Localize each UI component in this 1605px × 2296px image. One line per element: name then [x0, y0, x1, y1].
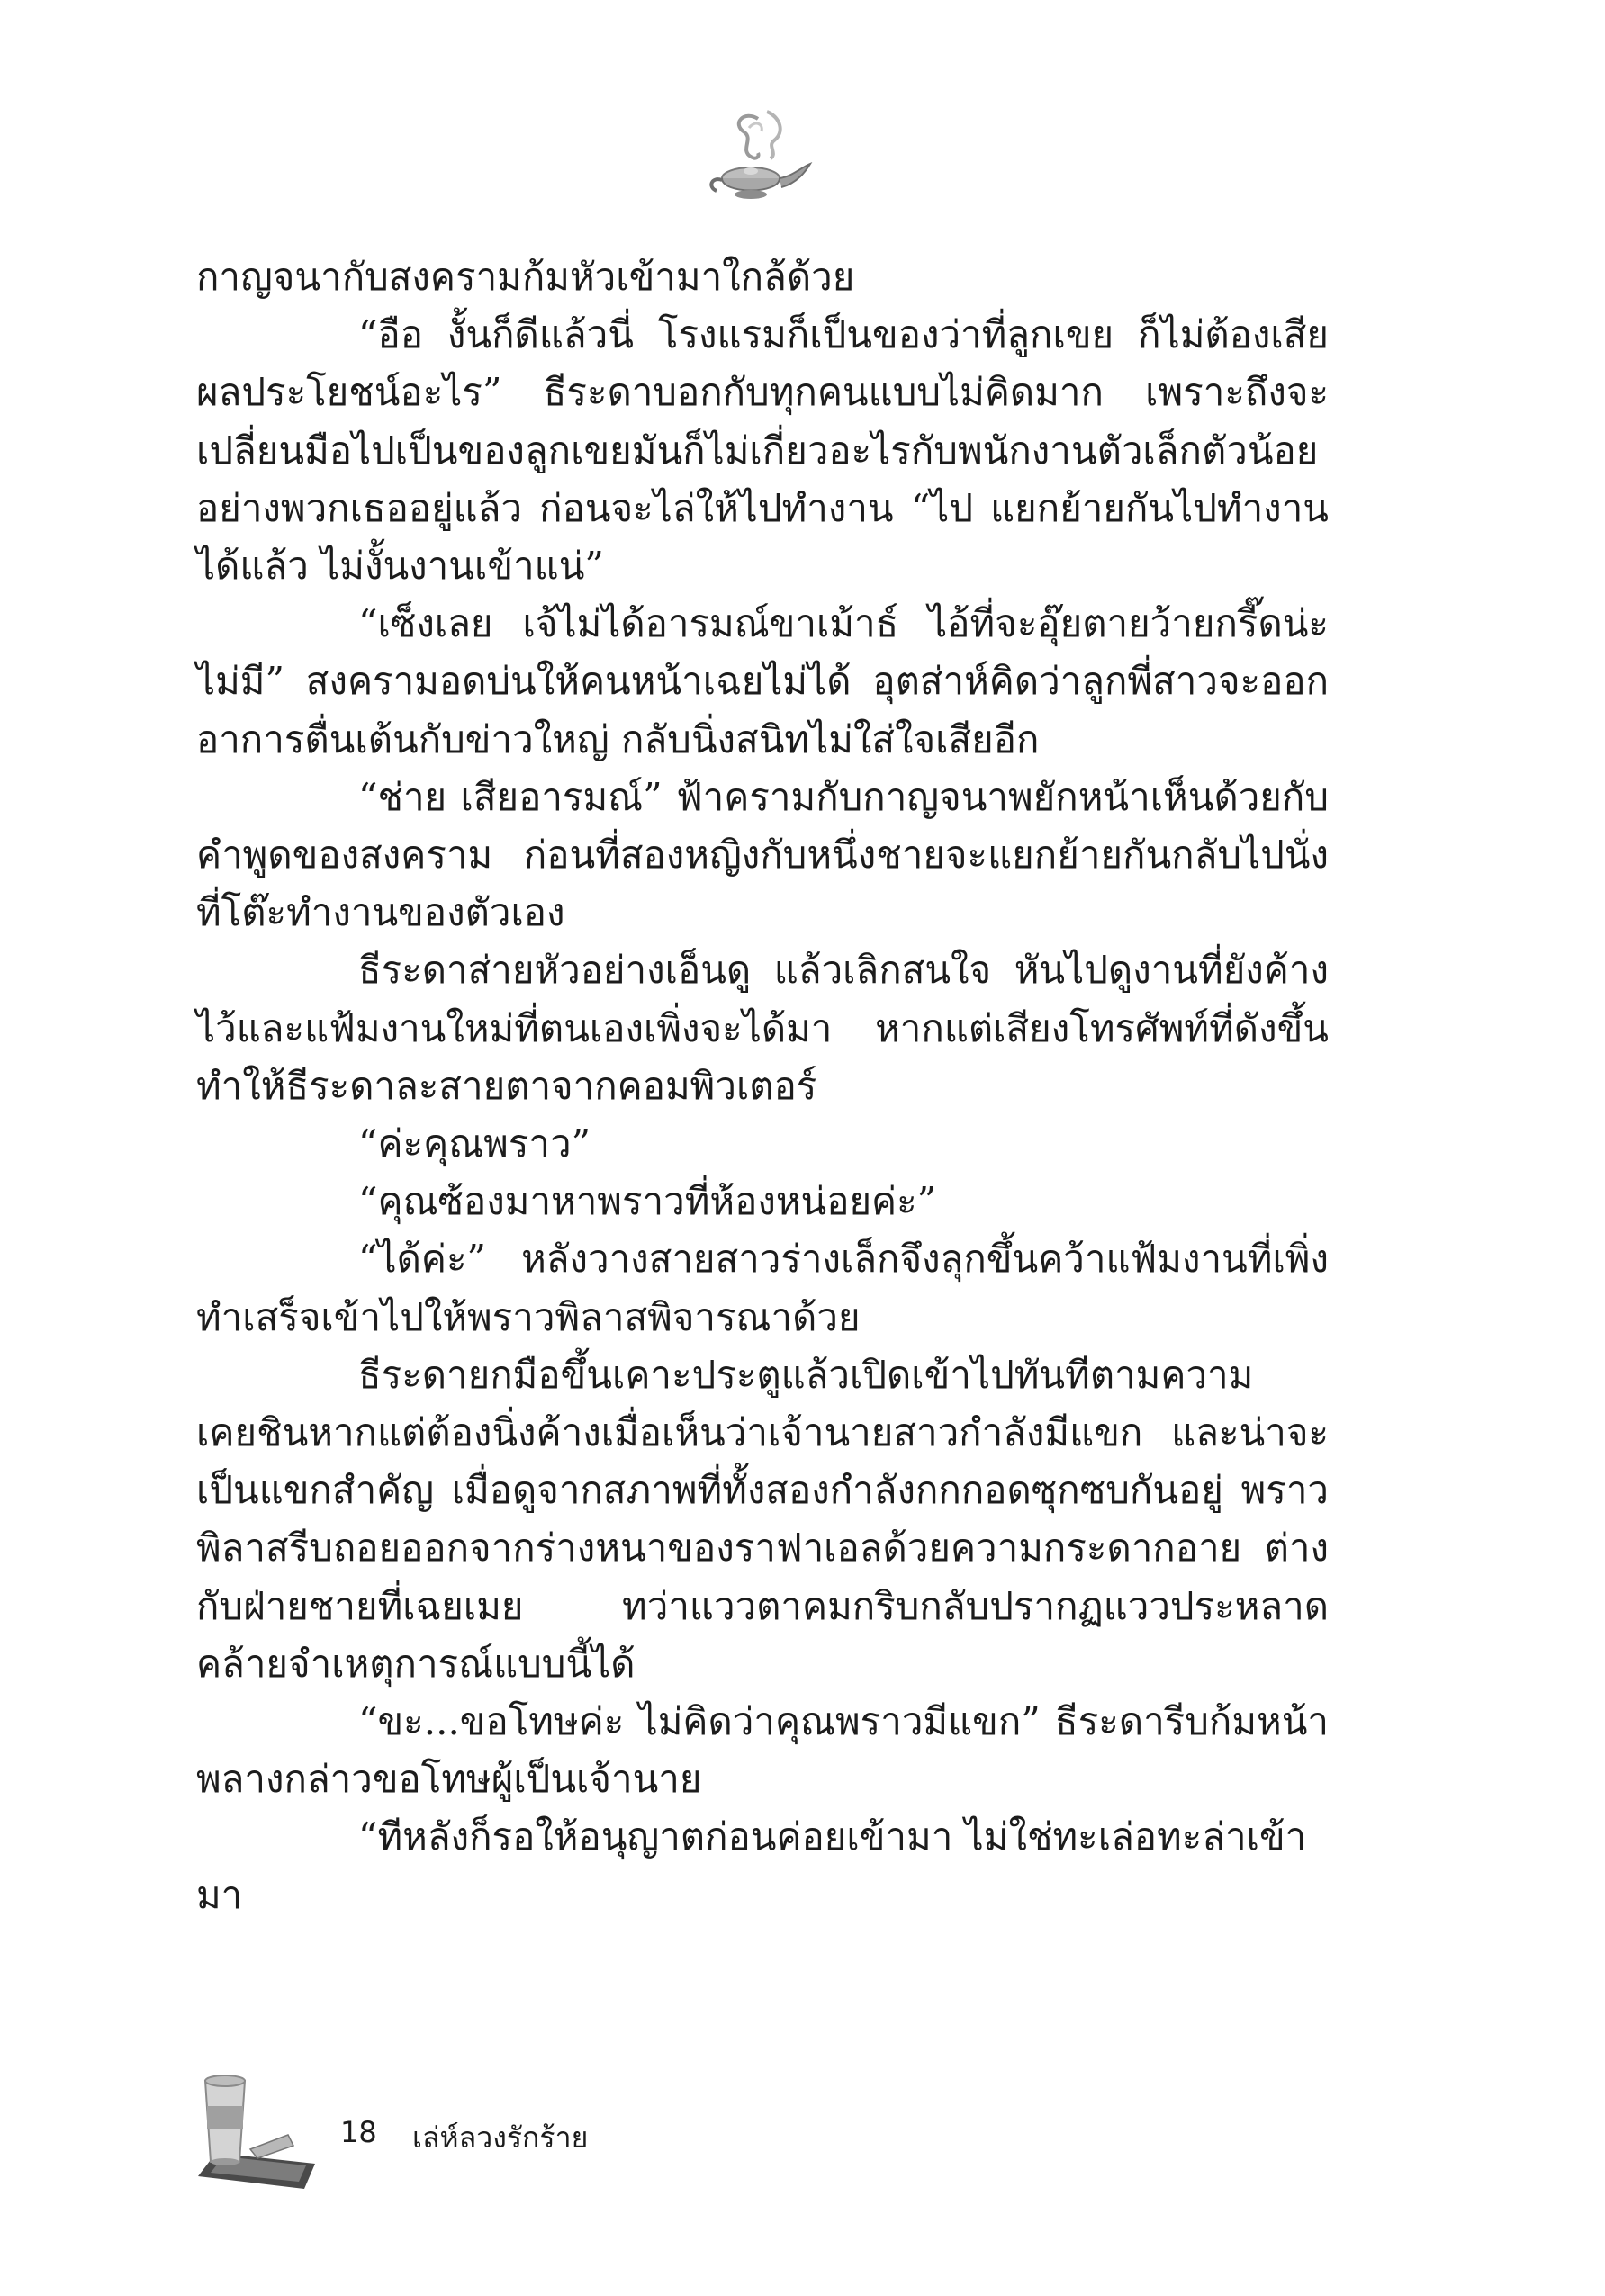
paragraph: “อือ งั้นก็ดีแล้วนี่ โรงแรมก็เป็นของว่าที่ลูกเขย ก็ไม่ต้องเสียผลประโยชน์อะไร” ธีระดาบอกกับทุกคนแบบไม่คิดมาก เพราะถึงจะเปลี่ยนมือไปเป็นของลูกเขยมันก็ไม่เกี่ยวอะไรกับพนักงานตัวเล็กตัวน้อยอย่างพวกเธออยู่แล้ว ก่อนจะไล่ให้ไปทำงาน “ไป แยกย้ายกันไปทำงานได้แล้ว ไม่งั้นงานเข้าแน่” — [196, 312, 1329, 589]
paragraph: “เซ็งเลย เจ้ไม่ได้อารมณ์ขาเม้าธ์ ไอ้ที่จะอุ๊ยตายว้ายกรี๊ดน่ะไม่มี” สงครามอดบ่นให้คนหน้าเฉยไม่ได้ อุตส่าห์คิดว่าลูกพี่สาวจะออกอาการตื่นเต้นกับข่าวใหญ่ กลับนิ่งสนิทไม่ใส่ใจเสียอีก — [196, 601, 1329, 761]
paragraph: ธีระดายกมือขึ้นเคาะประตูแล้วเปิดเข้าไปทันทีตามความเคยชินหากแต่ต้องนิ่งค้างเมื่อเห็นว่าเจ้านายสาวกำลังมีแขก และน่าจะเป็นแขกสำคัญ เมื่อดูจากสภาพที่ทั้งสองกำลังกกกอดซุกซบกันอยู่ พราวพิลาสรีบถอยออกจากร่างหนาของราฟาเอลด้วยความกระดากอาย ต่างกับฝ่ายชายที่เฉยเมย ทว่าแววตาคมกริบกลับปรากฏแววประหลาดคล้ายจำเหตุการณ์แบบนี้ได้ — [196, 1352, 1329, 1686]
page-footer — [180, 2063, 720, 2198]
coffee-cup-icon — [180, 2063, 333, 2198]
paragraph: ธีระดาส่ายหัวอย่างเอ็นดู แล้วเลิกสนใจ หันไปดูงานที่ยังค้างไว้และแฟ้มงานใหม่ที่ตนเองเพิ่งจะได้มา หากแต่เสียงโทรศัพท์ที่ดังขึ้นทำให้ธีระดาละสายตาจากคอมพิวเตอร์ — [196, 948, 1329, 1108]
paragraph: “ขะ...ขอโทษค่ะ ไม่คิดว่าคุณพราวมีแขก” ธีระดารีบก้มหน้าพลางกล่าวขอโทษผู้เป็นเจ้านาย — [196, 1699, 1329, 1802]
book-title: เล่ห์ลวงรักร้าย — [412, 2120, 589, 2155]
paragraph: “ค่ะคุณพราว” — [358, 1121, 591, 1166]
page-number: 18 — [340, 2115, 377, 2149]
paragraph: กาญจนากับสงครามก้มหัวเข้ามาใกล้ด้วย — [196, 255, 855, 299]
magic-lamp-icon — [695, 101, 821, 227]
paragraph: “คุณซ้องมาหาพราวที่ห้องหน่อยค่ะ” — [358, 1179, 937, 1224]
paragraph: “ทีหลังก็รอให้อนุญาตก่อนค่อยเข้ามา ไม่ใช่ทะเล่อทะล่าเข้ามา — [196, 1814, 1307, 1917]
paragraph: “ช่าย เสียอารมณ์” ฟ้าครามกับกาญจนาพยักหน้าเห็นด้วยกับคำพูดของสงคราม ก่อนที่สองหญิงกับหนึ่งชายจะแยกย้ายกันกลับไปนั่งที่โต๊ะทำงานของตัวเอง — [196, 774, 1329, 935]
body-text — [196, 248, 1329, 1924]
paragraph: “ได้ค่ะ” หลังวางสายสาวร่างเล็กจึงลุกขึ้นคว้าแฟ้มงานที่เพิ่งทำเสร็จเข้าไปให้พราวพิลาสพิจารณาด้วย — [196, 1237, 1329, 1339]
